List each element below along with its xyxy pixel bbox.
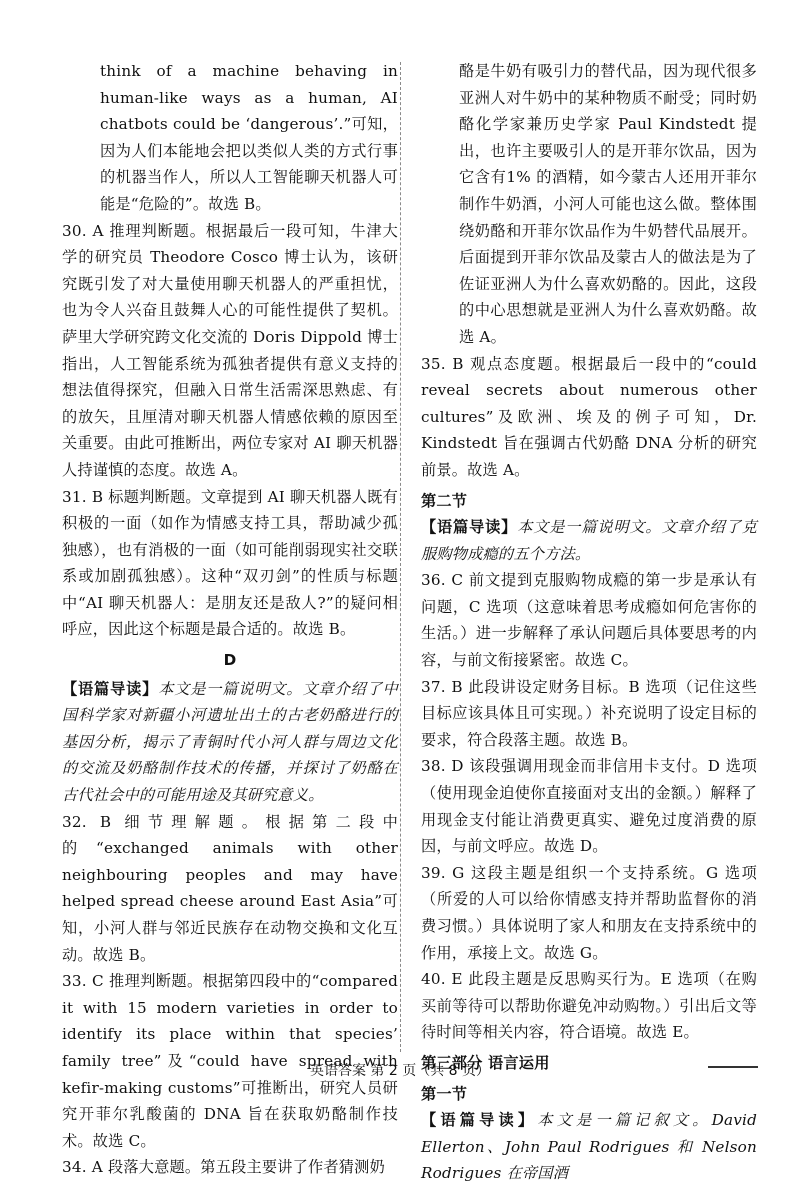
answer-34-continuation: 酪是牛奶有吸引力的替代品，因为现代很多亚洲人对牛奶中的某种物质不耐受；同时奶酪化学家兼历史学家 Paul Kindstedt 提出，也许主要吸引人的是开菲尔饮品，因为它含有1% 的酒精，如今蒙古人还用开菲尔制作牛奶酒，小河人可能也这么做。整体围绕奶酪和开菲尔饮品作为牛奶替代品展开。后面提到开菲尔饮品及蒙古人的做法是为了佐证亚洲人为什么喜欢奶酪的。因此，这段的中心思想就是亚洲人为什么喜欢奶酪。故选 A。 (459, 62, 757, 346)
passage-guide-2 (421, 514, 757, 567)
page-footer: 英语答案 第 2 页（共 8 页） (309, 1063, 491, 1079)
left-column (62, 58, 398, 1181)
answer-39: 39. G 这段主题是组织一个支持系统。G 选项（所爱的人可以给你情感支持并帮助监督你的消费习惯。）具体说明了家人和朋友在支持系统中的作用，承接上文。故选 G。 (421, 863, 757, 962)
answer-38: 38. D 该段强调用现金而非信用卡支付。D 选项（使用现金迫使你直接面对支出的金额。）解释了用现金支付能让消费更真实、避免过度消费的原因，与前文呼应。故选 D。 (421, 757, 757, 856)
answer-40: 40. E 此段主题是反思购买行为。E 选项（在购买前等待可以帮助你避免冲动购物。）引出后文等待时间等相关内容，符合语境。故选 E。 (421, 970, 757, 1042)
column-divider (400, 62, 401, 1052)
right-column (421, 58, 757, 1187)
footer-rule (708, 1066, 758, 1068)
answer-34: 34. A 段落大意题。第五段主要讲了作者猜测奶 (62, 1158, 385, 1177)
passage-guide-d (62, 676, 398, 809)
section-1-heading: 第一节 (421, 1084, 468, 1103)
guide-text: 本文是一篇记叙文。David Ellerton、John Paul Rodrigues 和 Nelson Rodrigues 在帝国酒 (421, 1111, 757, 1183)
answer-35: 35. B 观点态度题。根据最后一段中的“could reveal secrets about numerous other cultures”及欧洲、埃及的例子可知，Dr. Kindstedt 旨在强调古代奶酪 DNA 分析的研究前景。故选 A。 (421, 354, 757, 479)
answer-31: 31. B 标题判断题。文章提到 AI 聊天机器人既有积极的一面（如作为情感支持工具，帮助减少孤独感），也有消极的一面（如可能削弱现实社交联系或加剧孤独感）。这种“双刃剑”的性质与标题中“AI 聊天机器人：是朋友还是敌人?”的疑问相呼应，因此这个标题是最合适的。故选 B。 (62, 487, 398, 639)
q29-continuation: think of a machine behaving in human-like ways as a human, AI chatbots could be ‘dangerous’.”可知，因为人们本能地会把以类似人类的方式行事的机器当作人，所以人工智能聊天机器人可能是“危险的”。故选 B。 (100, 62, 398, 213)
section-d-heading: D (223, 651, 237, 670)
answer-33: 33. C 推理判断题。根据第四段中的“compared it with 15 modern varieties in order to identify its place within that species’ family tree”及“could have spread with kefir-making customs”可推断出，研究人员研究开菲尔乳酸菌的 DNA 旨在获取奶酪制作技术。故选 C。 (62, 972, 398, 1150)
guide-text: 本文是一篇说明文。文章介绍了中国科学家对新疆小河遗址出土的古老奶酪进行的基因分析，揭示了青铜时代小河人群与周边文化的交流及奶酪制作技术的传播，并探讨了奶酪在古代社会中的可能用途及其研究意义。 (62, 679, 399, 805)
guide-label: 【语篇导读】 (62, 679, 159, 698)
section-2-heading: 第二节 (421, 491, 468, 510)
part-3-heading: 第三部分 语言运用 (421, 1053, 550, 1072)
answer-36: 36. C 前文提到克服购物成瘾的第一步是承认有问题，C 选项（这意味着思考成瘾如何危害你的生活。）进一步解释了承认问题后具体要思考的内容，与前文衔接紧密。故选 C。 (421, 571, 757, 670)
answer-37: 37. B 此段讲设定财务目标。B 选项（记住这些目标应该具体且可实现。）补充说明了设定目标的要求，符合段落主题。故选 B。 (421, 677, 757, 749)
guide-label: 【语篇导读】 (421, 518, 518, 537)
passage-guide-3 (421, 1107, 757, 1187)
guide-label: 【语篇导读】 (421, 1111, 538, 1130)
answer-32: 32. B 细节理解题。根据第二段中的“exchanged animals with other neighbouring peoples and may have helped spread cheese around East Asia”可知，小河人群与邻近民族存在动物交换和文化互动。故选 B。 (62, 812, 398, 964)
guide-text: 本文是一篇说明文。文章介绍了克服购物成瘾的五个方法。 (421, 518, 758, 563)
answer-30: 30. A 推理判断题。根据最后一段可知，牛津大学的研究员 Theodore Cosco 博士认为，该研究既引发了对大量使用聊天机器人的严重担忧，也为令人兴奋且鼓舞人心的可能性提供了契机。萨里大学研究跨文化交流的 Doris Dippold 博士指出，人工智能系统为孤独者提供有意义支持的想法值得探究，但融入日常生活需深思熟虑、有的放矢，且厘清对聊天机器人情感依赖的原因至关重要。由此可推断出，两位专家对 AI 聊天机器人持谨慎的态度。故选 A。 (62, 221, 398, 479)
